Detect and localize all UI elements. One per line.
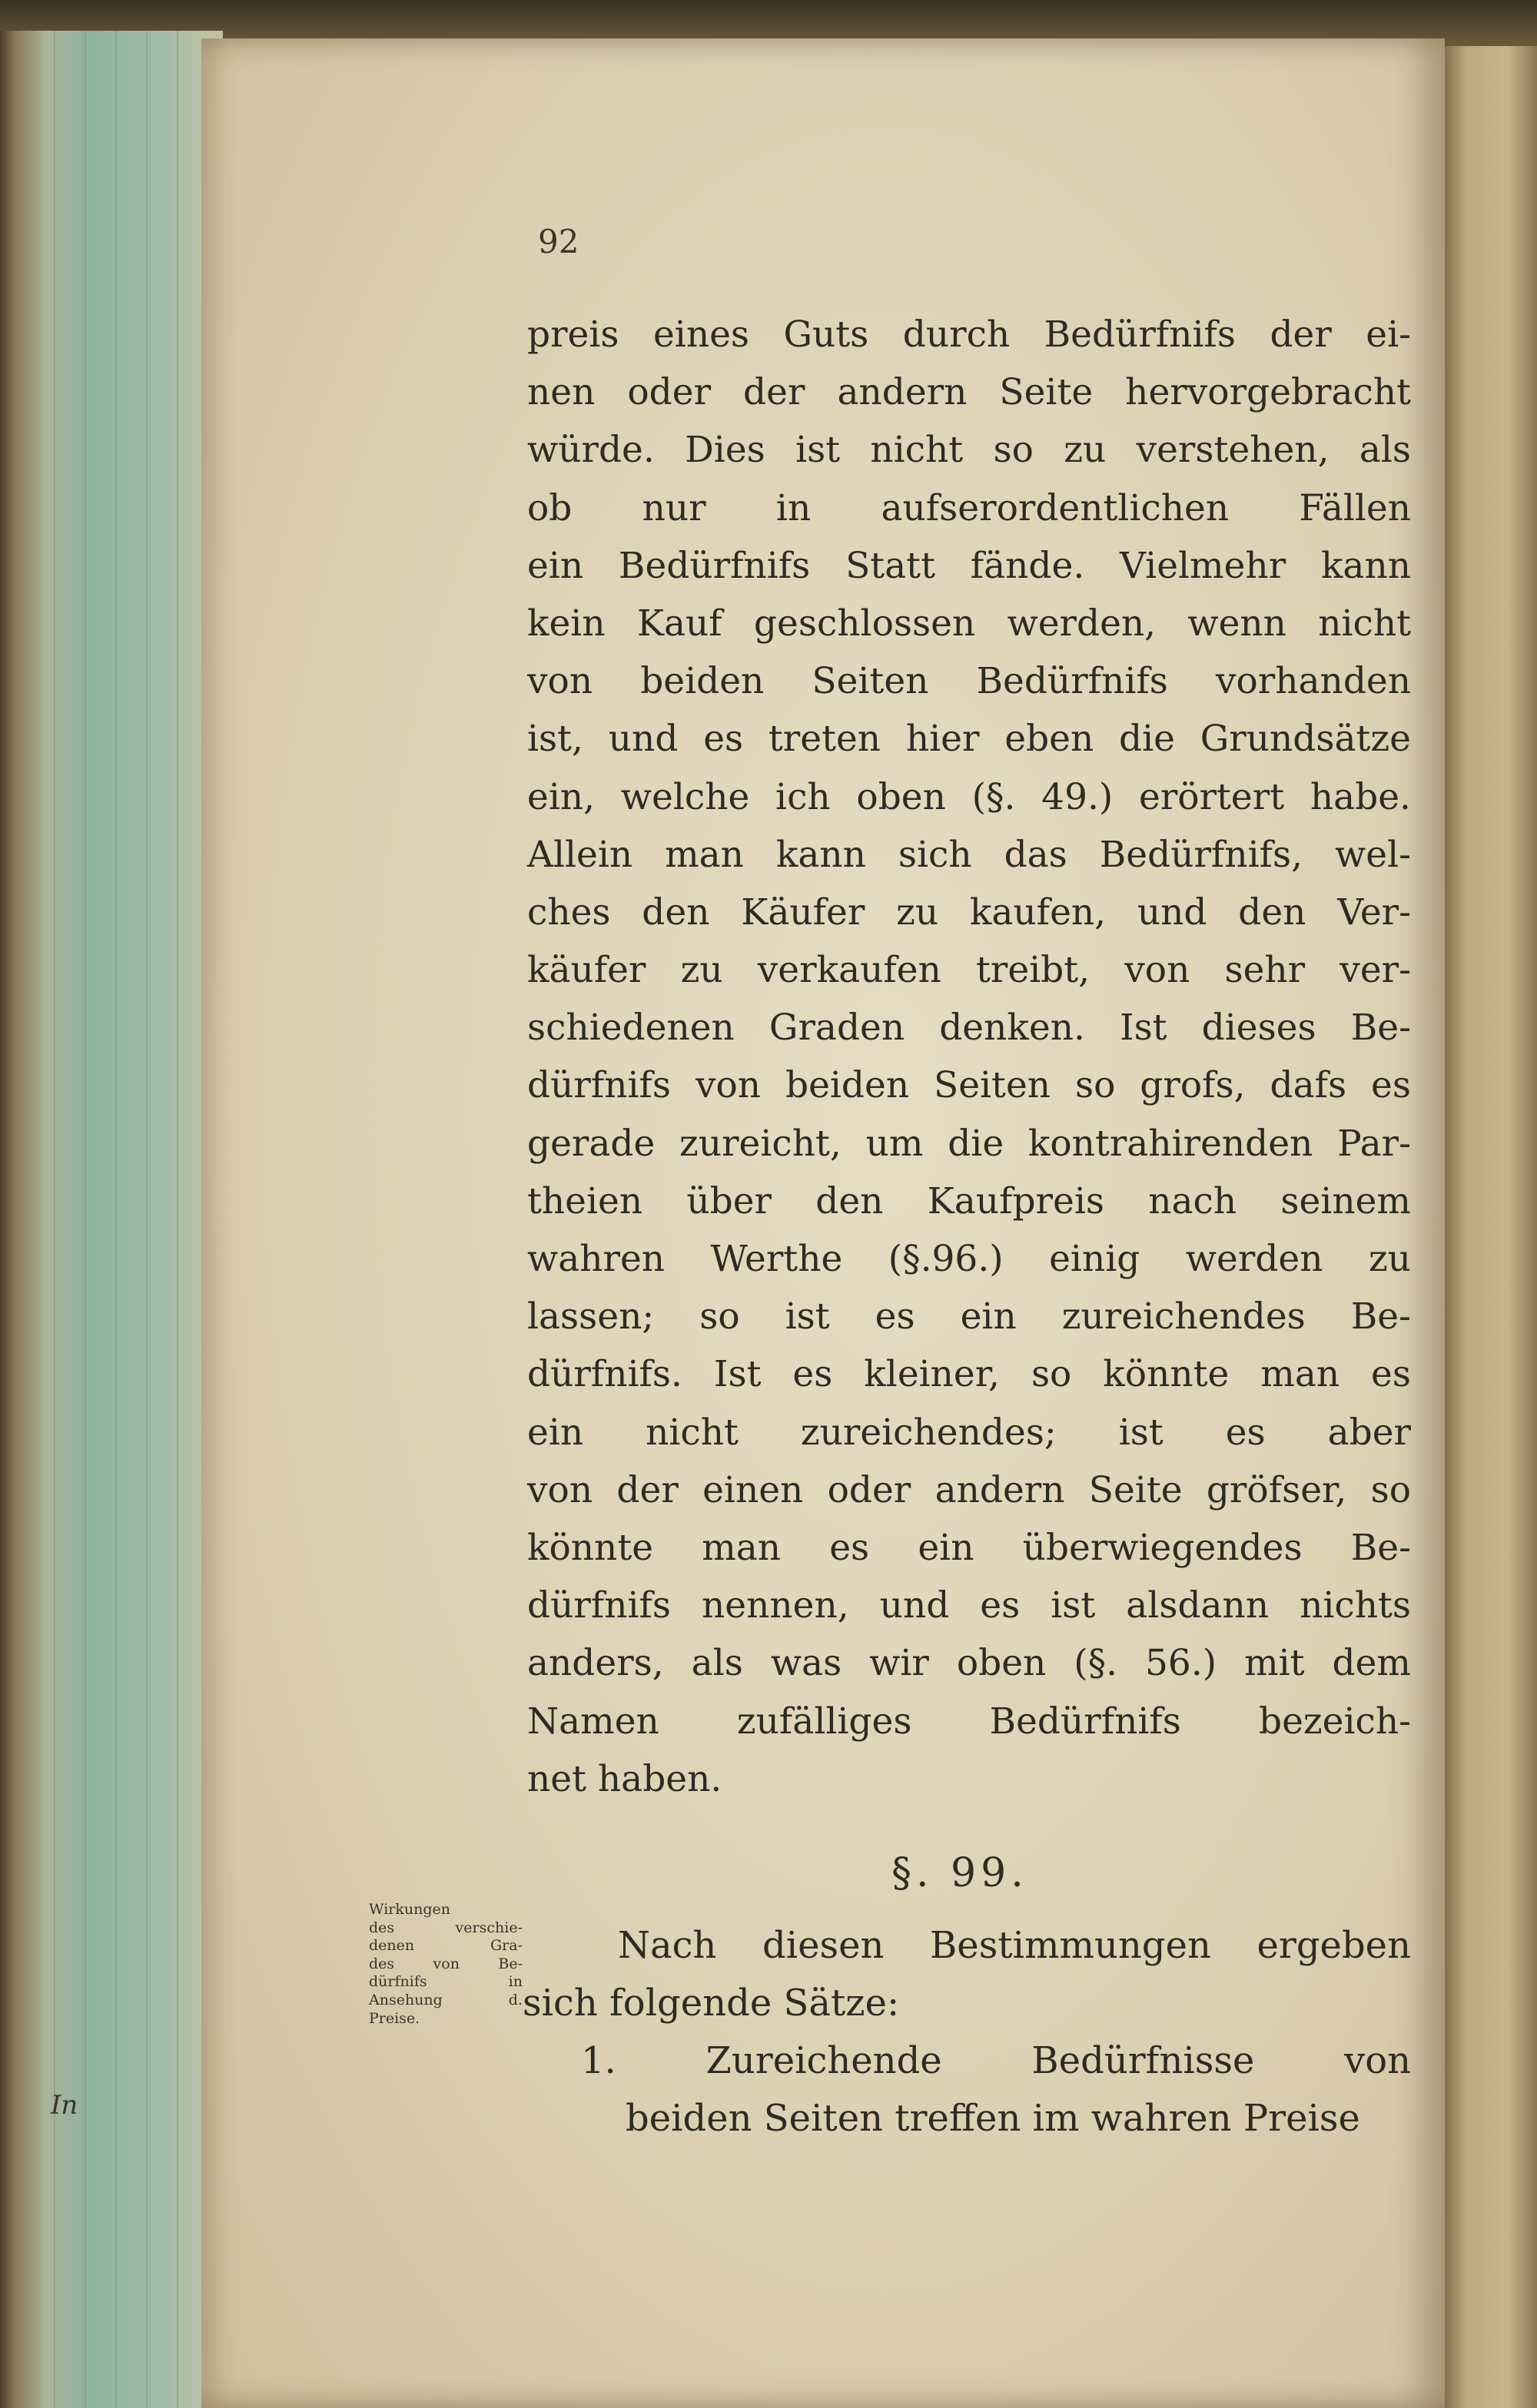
text-line: kein Kauf geschlossen werden, wenn nicht — [527, 602, 1411, 645]
margin-note-line: des von Be- — [369, 1955, 523, 1972]
pencil-annotation: In — [51, 2090, 78, 2121]
page-edge-line — [115, 31, 117, 2408]
text-line: dürfnifs. Ist es kleiner, so könnte man es — [527, 1353, 1411, 1396]
text-line: von beiden Seiten Bedürfnifs vorhanden — [527, 660, 1411, 703]
section-heading: §. 99. — [891, 1850, 1028, 1896]
text-line: dürfnifs von beiden Seiten so grofs, dafs es — [527, 1064, 1411, 1107]
list-item-line: 1. Zureichende Bedürfnisse von — [581, 2039, 1411, 2082]
text-line: sich folgende Sätze: — [523, 1982, 900, 2025]
text-line: von der einen oder andern Seite gröfser, so — [527, 1468, 1411, 1511]
text-line: Nach diesen Bestimmungen ergeben — [618, 1924, 1411, 1967]
margin-note-line: des verschie- — [369, 1919, 523, 1936]
text-line: schiedenen Graden denken. Ist dieses Be- — [527, 1007, 1411, 1050]
text-line: Namen zufälliges Bedürfnifs bezeich- — [527, 1700, 1411, 1743]
page-stack-edge — [0, 31, 223, 2408]
text-line: ist, und es treten hier eben die Grundsätze — [527, 718, 1411, 761]
text-line: nen oder der andern Seite hervorgebracht — [527, 371, 1411, 414]
margin-note-line: Preise. — [369, 2009, 420, 2027]
page-edge-line — [146, 31, 148, 2408]
page-number: 92 — [538, 223, 579, 260]
section-paragraph — [523, 1917, 1411, 2148]
margin-note-line: Ansehung d. — [369, 1991, 523, 2008]
text-line: ein nicht zureichendes; ist es aber — [527, 1411, 1411, 1454]
text-line: könnte man es ein überwiegendes Be- — [527, 1526, 1411, 1569]
facing-page-edge — [1437, 46, 1537, 2408]
text-line: ches den Käufer zu kaufen, und den Ver- — [527, 891, 1411, 934]
margin-note — [369, 1901, 523, 2028]
text-line: lassen; so ist es ein zureichendes Be- — [527, 1295, 1411, 1338]
margin-note-line: dürfnifs in — [369, 1973, 523, 1991]
text-line: net haben. — [527, 1757, 722, 1800]
body-paragraph — [527, 306, 1411, 1808]
text-line: käufer zu verkaufen treibt, von sehr ver- — [527, 949, 1411, 992]
page-edge-line — [85, 31, 86, 2408]
text-line: theien über den Kaufpreis nach seinem — [527, 1179, 1411, 1222]
text-line: ein Bedürfnifs Statt fände. Vielmehr kann — [527, 544, 1411, 587]
text-line: gerade zureicht, um die kontrahirenden Par- — [527, 1122, 1411, 1165]
text-line: anders, als was wir oben (§. 56.) mit dem — [527, 1642, 1411, 1685]
text-line: würde. Dies ist nicht so zu verstehen, als — [527, 429, 1411, 472]
margin-note-line: Wirkungen — [369, 1901, 450, 1918]
text-line: ein, welche ich oben (§. 49.) erörtert habe. — [527, 775, 1411, 818]
margin-note-line: denen Gra- — [369, 1937, 523, 1955]
page-edge-line — [177, 31, 178, 2408]
text-line: wahren Werthe (§.96.) einig werden zu — [527, 1238, 1411, 1280]
text-line: ob nur in aufserordentlichen Fällen — [527, 486, 1411, 529]
page-edge-line — [54, 31, 55, 2408]
text-line: Allein man kann sich das Bedürfnifs, wel- — [527, 833, 1411, 876]
list-item-line: beiden Seiten treffen im wahren Preise — [626, 2097, 1360, 2140]
text-line: preis eines Guts durch Bedürfnifs der ei- — [527, 313, 1411, 356]
text-line: dürfnifs nennen, und es ist alsdann nichts — [527, 1584, 1411, 1627]
